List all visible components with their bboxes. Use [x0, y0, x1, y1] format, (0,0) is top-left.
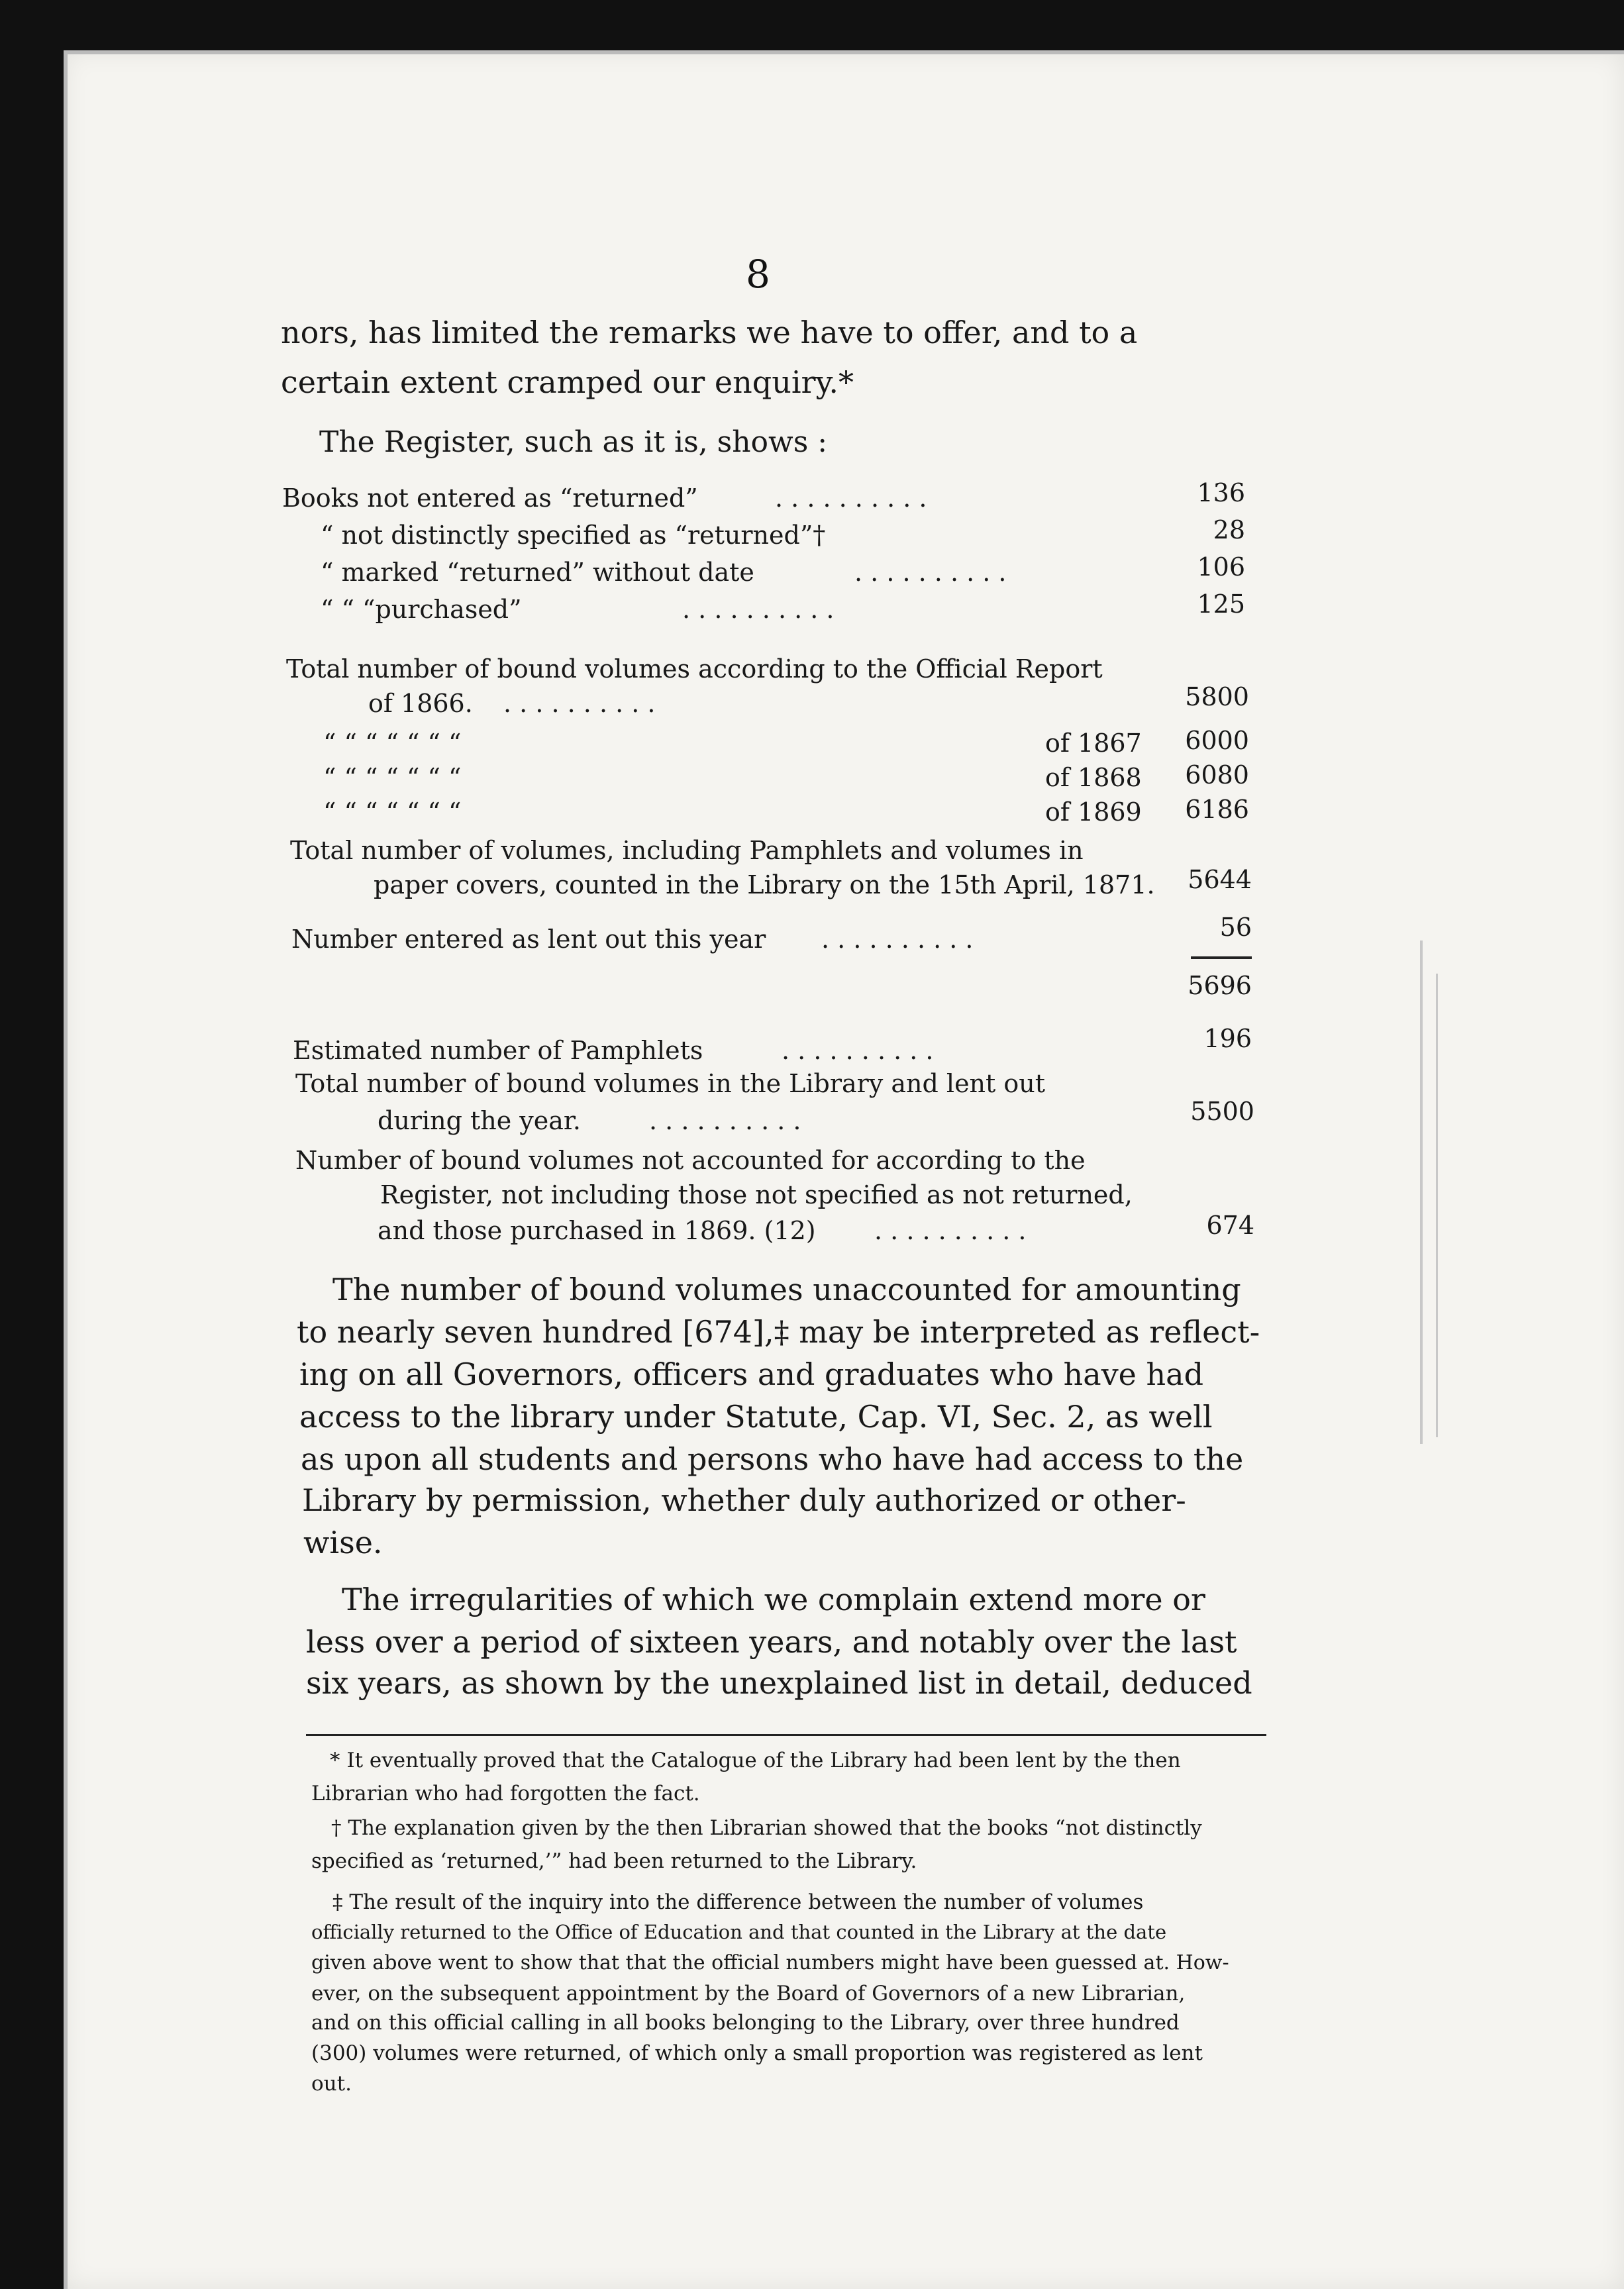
para3-line-2: less over a period of sixteen years, and notably over the last [306, 1624, 1237, 1660]
footnote-3-line-1: ‡ The result of the inquiry into the difference between the number of volumes [332, 1890, 1144, 1914]
total-1871-value: 5644 [1188, 865, 1252, 894]
leader-dots: . . . . . . . . . . [649, 1106, 801, 1135]
scan-mark [1436, 974, 1438, 1437]
para3-line-3: six years, as shown by the unexplained list in detail, deduced [306, 1665, 1252, 1701]
unaccounted-value: 674 [1206, 1211, 1254, 1240]
row-not-returned-value: 136 [1197, 478, 1245, 507]
total-lent-line-2: during the year. [378, 1106, 581, 1135]
para2-line-4: access to the library under Statute, Cap. VI, Sec. 2, as well [299, 1399, 1213, 1435]
para1-line-2: certain extent cramped our enquiry.* [281, 364, 854, 400]
value-1869: 6186 [1185, 795, 1249, 824]
leader-dots: . . . . . . . . . . [782, 1036, 934, 1065]
label-1868: of 1868 [1045, 763, 1142, 792]
row-not-specified-label: “ not distinctly specified as “returned”† [321, 521, 826, 550]
sum-value: 5696 [1188, 971, 1252, 1000]
para2-line-1: The number of bound volumes unaccounted for amounting [332, 1272, 1241, 1307]
register-intro: The Register, such as it is, shows : [319, 425, 828, 459]
footnote-3-line-4: ever, on the subsequent appointment by the Board of Governors of a new Librarian, [311, 1982, 1186, 2006]
footnote-3-line-6: (300) volumes were returned, of which only a small proportion was registered as lent [311, 2041, 1203, 2065]
scan-mark [1420, 941, 1423, 1444]
page-number: 8 [746, 252, 770, 297]
footnote-2-line-1: † The explanation given by the then Librarian showed that the books “not distinctly [331, 1816, 1202, 1840]
footnote-3-line-2: officially returned to the Office of Education and that counted in the Library at the date [311, 1921, 1167, 1943]
label-1869: of 1869 [1045, 797, 1142, 827]
row-purchased-value: 125 [1197, 589, 1245, 619]
para2-line-2: to nearly seven hundred [674],‡ may be interpreted as reflect- [297, 1314, 1260, 1350]
total-1871-line-1: Total number of volumes, including Pamphlets and volumes in [290, 836, 1084, 865]
para3-line-1: The irregularities of which we complain extend more or [342, 1582, 1205, 1617]
footnote-1-line-1: * It eventually proved that the Catalogue of the Library had been lent by the then [330, 1749, 1181, 1772]
unaccounted-line-1: Number of bound volumes not accounted for according to the [295, 1146, 1086, 1175]
para2-line-3: ing on all Governors, officers and graduates who have had [299, 1356, 1204, 1392]
row-without-date-value: 106 [1197, 552, 1245, 582]
row-not-specified-value: 28 [1213, 515, 1245, 544]
ditto-1869: “ “ “ “ “ “ “ [323, 797, 462, 827]
label-1867: of 1867 [1045, 729, 1142, 758]
unaccounted-line-3: and those purchased in 1869. (12) [378, 1216, 816, 1245]
total-lent-value: 5500 [1190, 1097, 1254, 1126]
row-not-returned-label: Books not entered as “returned” [282, 483, 698, 513]
total-1871-line-2: paper covers, counted in the Library on the 15th April, 1871. [374, 870, 1155, 899]
footnote-rule [306, 1734, 1266, 1736]
leader-dots: . . . . . . . . . . [821, 925, 974, 954]
row-without-date-label: “ marked “returned” without date [321, 558, 754, 587]
leader-dots: . . . . . . . . . . [775, 483, 927, 513]
leader-dots: . . . . . . . . . . [503, 689, 656, 718]
pamphlets-value: 196 [1203, 1024, 1252, 1053]
lent-out-label: Number entered as lent out this year [291, 925, 766, 954]
total-1866-line-2: of 1866. [368, 689, 473, 718]
footnote-3-line-3: given above went to show that that the official numbers might have been guessed at. How- [311, 1951, 1229, 1974]
leader-dots: . . . . . . . . . . [874, 1216, 1027, 1245]
lent-out-value: 56 [1219, 913, 1252, 942]
para2-line-5: as upon all students and persons who have had access to the [301, 1441, 1244, 1477]
value-1868: 6080 [1185, 760, 1249, 789]
unaccounted-line-2: Register, not including those not specified as not returned, [380, 1180, 1133, 1209]
total-lent-line-1: Total number of bound volumes in the Library and lent out [295, 1069, 1046, 1098]
sum-rule [1191, 956, 1252, 959]
para2-line-7: wise. [303, 1525, 383, 1560]
total-1866-value: 5800 [1185, 682, 1249, 711]
leader-dots: . . . . . . . . . . [854, 558, 1007, 587]
footnote-3-line-7: out. [311, 2072, 352, 2096]
ditto-1868: “ “ “ “ “ “ “ [323, 763, 462, 792]
para1-line-1: nors, has limited the remarks we have to offer, and to a [281, 315, 1138, 350]
leader-dots: . . . . . . . . . . [682, 595, 835, 624]
para2-line-6: Library by permission, whether duly authorized or other- [302, 1482, 1186, 1518]
footnote-3-line-5: and on this official calling in all books belonging to the Library, over three hundred [311, 2011, 1180, 2035]
total-1866-line-1: Total number of bound volumes according to the Official Report [286, 654, 1103, 684]
pamphlets-label: Estimated number of Pamphlets [293, 1036, 703, 1065]
value-1867: 6000 [1185, 726, 1249, 755]
footnote-1-line-2: Librarian who had forgotten the fact. [311, 1782, 700, 1806]
row-purchased-label: “ “ “purchased” [321, 595, 522, 624]
footnote-2-line-2: specified as ‘returned,’” had been returned to the Library. [311, 1849, 917, 1873]
ditto-1867: “ “ “ “ “ “ “ [323, 729, 462, 758]
